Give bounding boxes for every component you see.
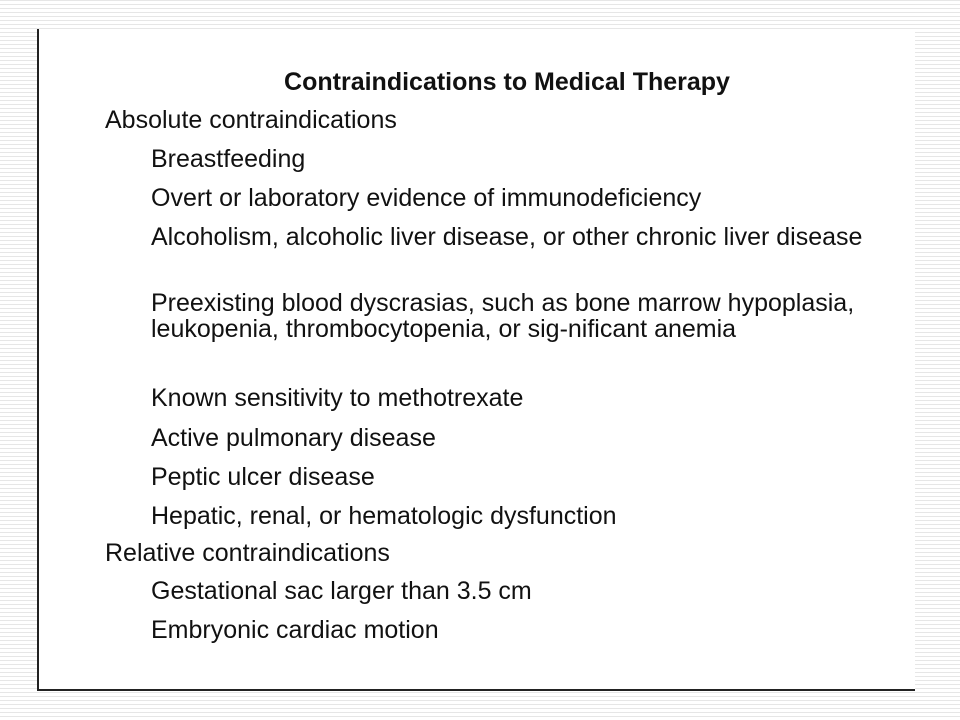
slide-panel xyxy=(37,29,915,691)
list-item: Overt or laboratory evidence of immunodeficiency xyxy=(151,184,702,212)
section-heading-absolute: Absolute contraindications xyxy=(105,106,397,134)
list-item: Alcoholism, alcoholic liver disease, or other chronic liver disease xyxy=(151,223,863,251)
list-item: Preexisting blood dyscrasias, such as bone marrow hypoplasia, leukopenia, thrombocytopenia, or sig-nificant anemia xyxy=(151,289,855,343)
table-title: Contraindications to Medical Therapy xyxy=(284,68,730,96)
list-item: Embryonic cardiac motion xyxy=(151,616,439,644)
section-heading-relative: Relative contraindications xyxy=(105,539,390,567)
list-item: Gestational sac larger than 3.5 cm xyxy=(151,577,532,605)
list-item: Breastfeeding xyxy=(151,145,306,173)
list-item: Hepatic, renal, or hematologic dysfunction xyxy=(151,502,617,530)
list-item: Known sensitivity to methotrexate xyxy=(151,384,524,412)
list-item: Active pulmonary disease xyxy=(151,424,436,452)
list-item: Peptic ulcer disease xyxy=(151,463,375,491)
